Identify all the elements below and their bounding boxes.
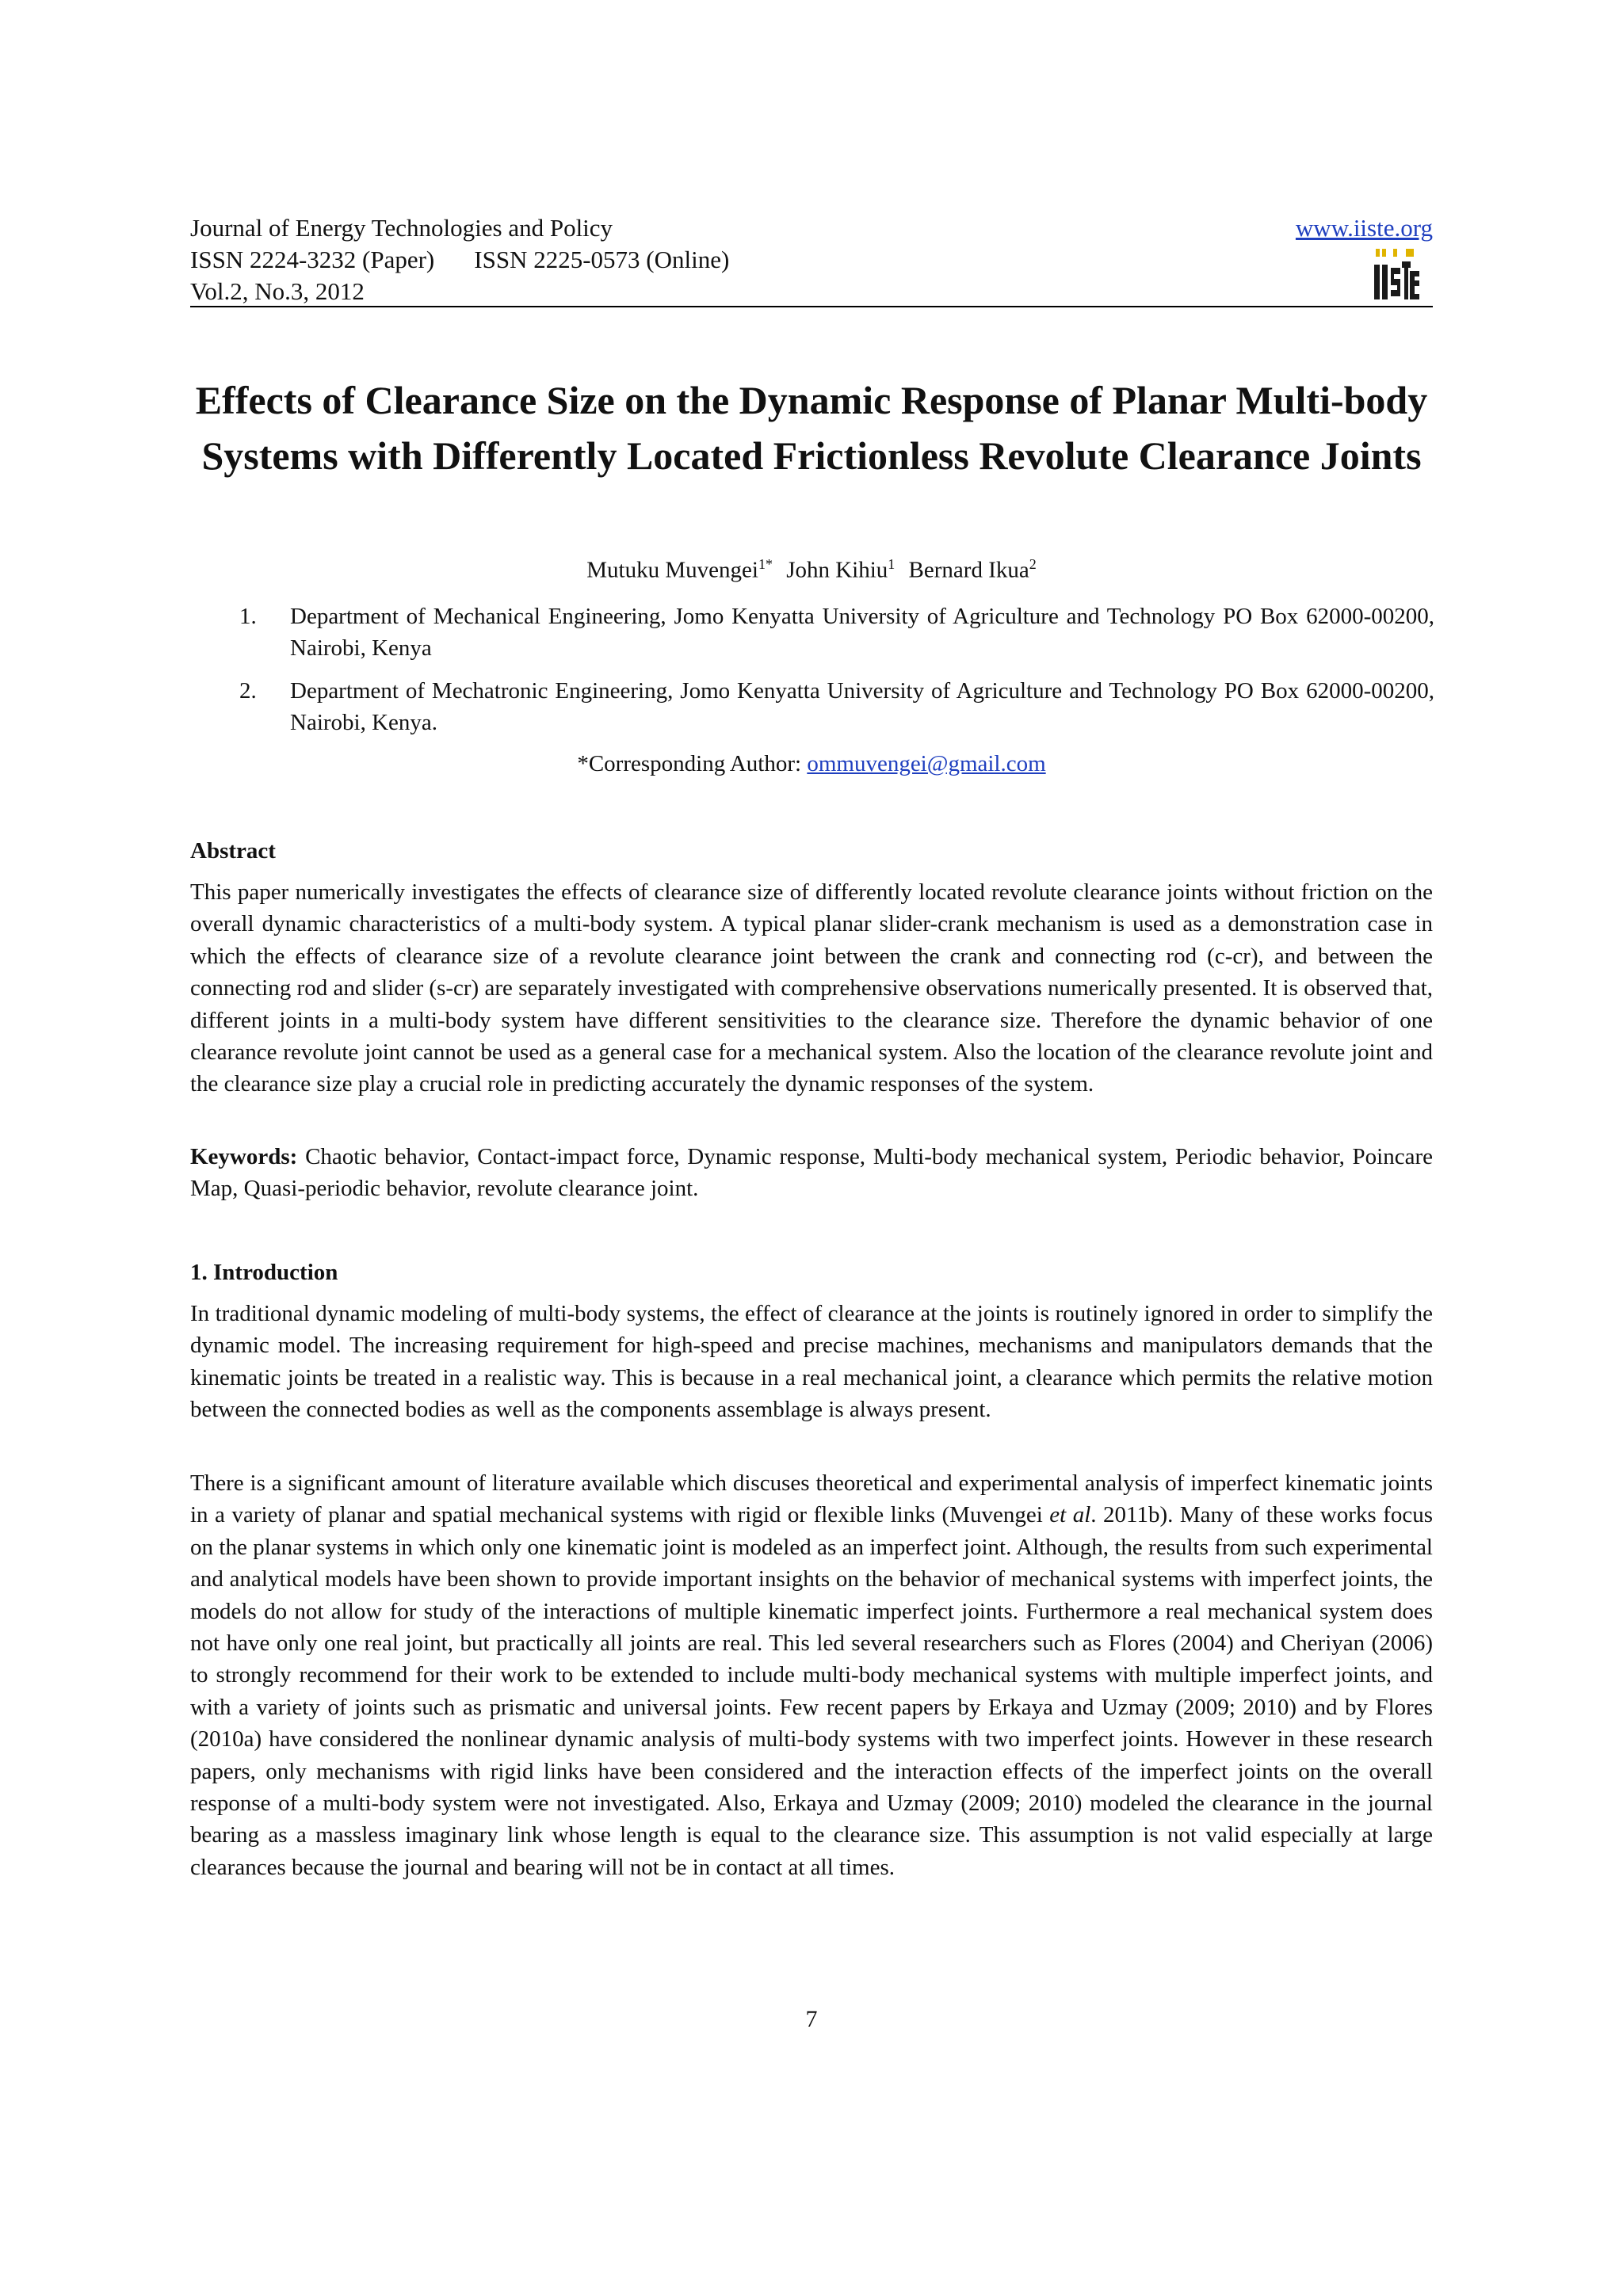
affiliation-text: Department of Mechatronic Engineering, Jomo Kenyatta University of Agriculture and Technology PO Box 62000-00200, Nairobi, Kenya.: [290, 678, 1434, 735]
author-list: [190, 548, 1433, 586]
keywords-text: Chaotic behavior, Contact-impact force, Dynamic response, Multi-body mechanical system, Periodic behavior, Poincare Map, Quasi-periodic behavior, revolute clearance joint.: [190, 1144, 1434, 1202]
affiliation-item: [190, 675, 1434, 738]
affiliation-number: 2.: [239, 678, 257, 704]
issn-paper: ISSN 2224-3232 (Paper): [190, 246, 435, 273]
iiste-logo-icon: [1369, 247, 1422, 303]
introduction-heading: 1. Introduction: [190, 1260, 338, 1285]
paper-title: Effects of Clearance Size on the Dynamic Response of Planar Multi-body Systems with Differently Located Frictionless Revolute Clearance Joints: [195, 378, 1428, 478]
et-al-italic: et al: [1049, 1502, 1091, 1528]
page-number: 7: [805, 2006, 818, 2032]
author-name: Bernard Ikua: [908, 557, 1029, 583]
author-affiliation-mark: 2: [1029, 556, 1037, 572]
introduction-paragraph-1: In traditional dynamic modeling of multi-body systems, the effect of clearance at the joints is routinely ignored in order to simplify the dynamic model. The increasing requirement for high-speed and precise machines, mechanisms and manipulators demands that the kinematic joints be treated in a realistic way. This is because in a real mechanical joint, a clearance which permits the relative motion between the connected bodies as well as the components assemblage is always present.: [190, 1301, 1433, 1423]
corresponding-email-link[interactable]: ommuvengei@gmail.com: [807, 751, 1046, 776]
paragraph-text: There is a significant amount of literature available which discuses theoretical and experimental analysis of imperfect kinematic joints in a variety of planar and spatial mechanical systems with rigid or flexible links (Muvengei: [190, 1470, 1433, 1528]
journal-volume: Vol.2, No.3, 2012: [190, 277, 365, 305]
affiliation-item: [190, 601, 1434, 664]
introduction-paragraph-2: [190, 1467, 1433, 1883]
issn-online: ISSN 2225-0573 (Online): [474, 246, 730, 273]
abstract-heading: Abstract: [190, 838, 276, 864]
keywords-label: Keywords:: [190, 1144, 298, 1169]
author-name: John Kihiu: [786, 557, 888, 583]
journal-name: Journal of Energy Technologies and Policy: [190, 214, 613, 242]
journal-header: [190, 212, 1433, 307]
affiliation-text: Department of Mechanical Engineering, Jomo Kenyatta University of Agriculture and Technology PO Box 62000-00200, Nairobi, Kenya: [290, 604, 1434, 661]
abstract-text: This paper numerically investigates the effects of clearance size of differently located revolute clearance joints without friction on the overall dynamic characteristics of a multi-body system. A typical planar slider-crank mechanism is used as a demonstration case in which the effects of clearance size of a revolute clearance joint between the crank and connecting rod (c-cr), and between the connecting rod and slider (s-cr) are separately investigated with comprehensive observations numerically presented. It is observed that, different joints in a multi-body system have different sensitivities to the clearance size. Therefore the dynamic behavior of one clearance revolute joint cannot be used as a general case for a mechanical system. Also the location of the clearance revolute joint and the clearance size play a crucial role in predicting accurately the dynamic responses of the system.: [190, 879, 1433, 1097]
corresponding-author: [190, 748, 1433, 780]
corresponding-label: *Corresponding Author:: [577, 751, 808, 776]
issn-line: [190, 244, 1433, 276]
paragraph-text: . 2011b). Many of these works focus on the planar systems in which only one kinematic joint is modeled as an imperfect joint. Although, the results from such experimental and analytical models have been shown to provide important insights on the behavior of mechanical systems with imperfect joints, the models do not allow for study of the interactions of multiple kinematic imperfect joints. Furthermore a real mechanical system does not have only one real joint, but practically all joints are real. This led several researchers such as Flores (2004) and Cheriyan (2006) to strongly recommend for their work to be extended to include multi-body mechanical systems with multiple imperfect joints, and with a variety of joints such as prismatic and universal joints. Few recent papers by Erkaya and Uzmay (2009; 2010) and by Flores (2010a) have considered the nonlinear dynamic analysis of multi-body systems with two imperfect joints. However in these research papers, only mechanisms with rigid links have been considered and the interaction effects of the imperfect joints on the overall response of a multi-body system were not investigated. Also, Erkaya and Uzmay (2009; 2010) modeled the clearance in the journal bearing as a massless imaginary link whose length is equal to the clearance size. This assumption is not valid especially at large clearances because the journal and bearing will not be in contact at all times.: [190, 1502, 1433, 1880]
author-affiliation-mark: 1*: [758, 556, 773, 572]
author-affiliation-mark: 1: [888, 556, 896, 572]
journal-url-link[interactable]: www.iiste.org: [1295, 214, 1433, 242]
keywords-paragraph: [190, 1141, 1433, 1205]
affiliation-number: 1.: [239, 604, 257, 629]
author-name: Mutuku Muvengei: [586, 557, 758, 583]
header-rule: [190, 306, 1433, 307]
